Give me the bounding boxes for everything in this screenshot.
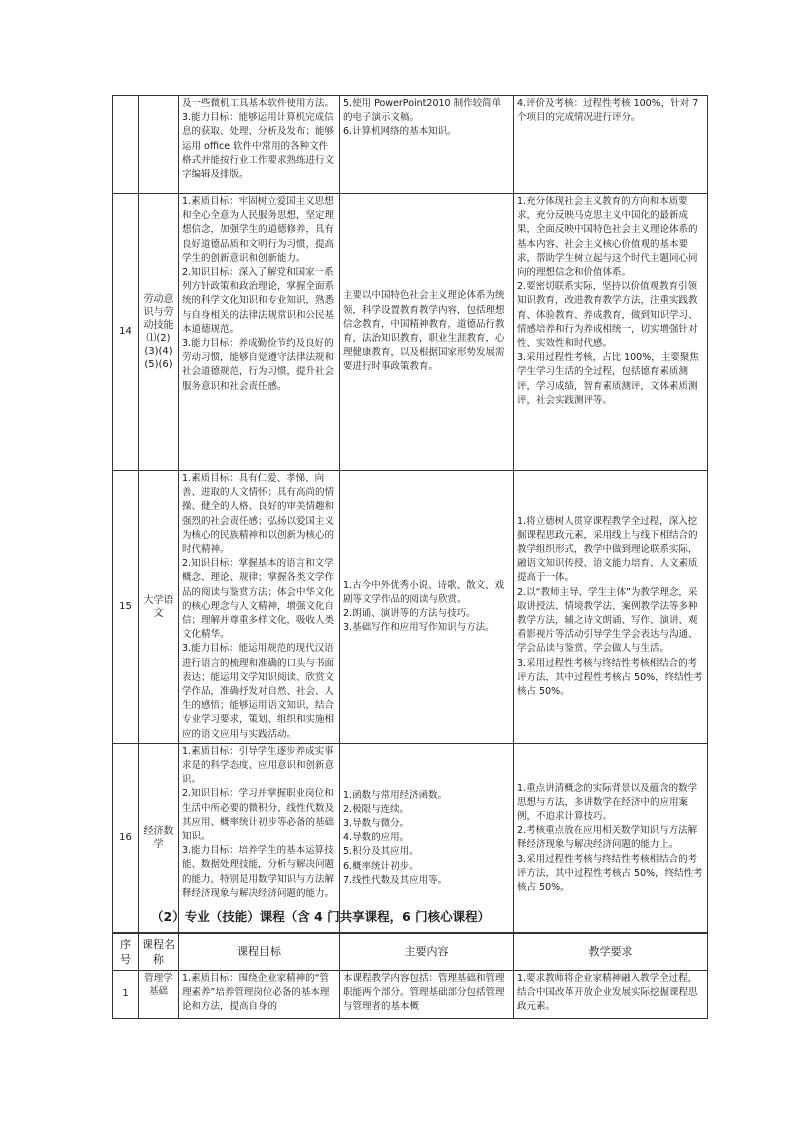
goal-paragraph: 2.知识目标：掌握基本的语言和文学概念、理论、规律；掌握各类文学作品的阅读与鉴赏方法；体会中华文化的核心理念与人文精神，增强文化自信；理解并尊重多样文化，吸收人类文化精华。 xyxy=(182,558,335,641)
row-number: 16 xyxy=(113,743,139,933)
requirement-paragraph: 3.采用过程性考核与终结性考核相结合的考评方法，其中过程性考核占 50%，终结性考核占 50%。 xyxy=(517,657,703,698)
general-courses-table xyxy=(112,95,708,934)
requirement-paragraph: 1.重点讲清概念的实际背景以及蕴含的数学思想与方法，多讲数学在经济中的应用案例，不追求计算技巧。 xyxy=(517,782,698,822)
row-number: 14 xyxy=(113,194,139,471)
content-paragraph: 主要以中国特色社会主义理论体系为统领，科学设置教育教学内容，包括理想信念教育，中国精神教育，道德品行教育，法治知识教育，职业生涯教育，心理健康教育，以及根据国家形势发展需要进行时事政策教育。 xyxy=(343,290,505,373)
goal-paragraph: 3.能力目标：能够运用计算机完成信息的获取、处理、分析及发布；能够运用 office 软件中常用的各种文件格式并能按行业工作要求熟练进行文字编辑及排版。 xyxy=(182,112,335,181)
table-row xyxy=(113,471,708,744)
goal-paragraph: 3.能力目标：能运用规范的现代汉语进行语言的梳理和准确的口头与书面表达；能运用文学知识阅读、欣赏文学作品，准确抒发对自然、社会、人生的感悟；能够运用语文知识，结合专业学习要求，策划、组织和实施相应的语文应用与实践活动。 xyxy=(182,643,335,740)
requirement-paragraph: 4.评价及考核：过程性考核 100%，针对 7 个项目的完成情况进行评分。 xyxy=(517,98,699,124)
course-content xyxy=(340,971,514,1019)
requirement-paragraph: 3.采用过程性考核与终结性考核相结合的考评方法，其中过程性考核占 50%，终结性考核占 50%。 xyxy=(517,853,703,893)
teaching-requirements xyxy=(514,971,708,1019)
header-content: 主要内容 xyxy=(340,933,514,971)
requirement-paragraph: 2.考核重点放在应用相关数学知识与方法解释经济现象与解决经济问题的能力上。 xyxy=(517,825,698,851)
header-name: 课程名称 xyxy=(139,933,179,971)
header-num: 序号 xyxy=(113,933,139,971)
requirement-paragraph: 1.将立德树人贯穿课程教学全过程，深入挖掘课程思政元素，采用线上与线下相结合的教学组织形式，教学中做到理论联系实际，融语文知识传授、语文能力培育、人文素质提高于一体。 xyxy=(517,515,698,584)
teaching-requirements xyxy=(514,471,708,744)
goal-paragraph: 1.素质目标：具有仁爱、孝悌、向善、进取的人文情怀；具有高尚的情操、健全的人格、良好的审美情趣和强烈的社会责任感；弘扬以爱国主义为核心的民族精神和以创新为核心的时代精神。 xyxy=(182,473,335,556)
teaching-requirements xyxy=(514,96,708,194)
teaching-requirements xyxy=(514,743,708,933)
content-paragraph: 5.积分及其应用。 xyxy=(343,846,419,858)
professional-courses-table xyxy=(112,932,708,1019)
goal-paragraph: 2.知识目标：深入了解党和国家一系列方针政策和政治理论，掌握全面系统的科学文化知识和专业知识，熟悉与自身相关的法律法规常识和公民基本道德规范。 xyxy=(182,267,335,335)
goal-paragraph: 1.素质目标：引导学生逐步养成实事求是的科学态度、应用意识和创新意识。 xyxy=(182,745,335,786)
course-content xyxy=(340,194,514,471)
goal-paragraph: 1.素质目标：牢固树立爱国主义思想和全心全意为人民服务思想，坚定理想信念，加强学生的道德修养，具有良好道德品质和文明行为习惯，提高学生的创新意识和创新能力。 xyxy=(182,196,335,264)
content-paragraph: 6.概率统计初步。 xyxy=(343,860,419,872)
requirement-paragraph: 1.要求教师将企业家精神融入教学全过程，结合中国改革开放企业发展实际挖掘课程思政元素。 xyxy=(517,973,698,1013)
content-paragraph: 1.古今中外优秀小说、诗歌、散文、戏剧等文学作品的阅读与欣赏。 xyxy=(343,579,505,605)
content-paragraph: 3.导数与微分。 xyxy=(343,818,410,830)
table-row xyxy=(113,96,708,194)
content-paragraph: 4.导数的应用。 xyxy=(343,832,410,844)
course-goals xyxy=(179,971,340,1019)
table-header-row xyxy=(113,933,708,971)
course-name: 管理学基础 xyxy=(139,971,179,1019)
table-row xyxy=(113,743,708,933)
course-goals xyxy=(179,96,340,194)
section-title: （2）专业（技能）课程（含 4 门共享课程，6 门核心课程） xyxy=(151,909,491,924)
content-paragraph: 5.使用 PowerPoint2010 制作较简单的电子演示文稿。 xyxy=(343,98,502,124)
goal-paragraph: 3.能力目标：养成勤俭节约及良好的劳动习惯，能够自觉遵守法律法规和社会道德规范，行为习惯，提升社会服务意识和社会责任感。 xyxy=(182,338,335,392)
course-content xyxy=(340,471,514,744)
content-paragraph: 2.极限与连续。 xyxy=(343,803,410,815)
requirement-paragraph: 3.采用过程性考核，占比 100%，主要聚焦学生学习生活的全过程，包括德育素质测评，学习成绩，智育素质测评，文体素质测评，社会实践测评等。 xyxy=(517,352,699,406)
content-paragraph: 本课程教学内容包括：管理基础和管理职能两个部分。管理基础部分包括管理与管理者的基本概 xyxy=(343,973,505,1013)
requirement-paragraph: 1.充分体现社会主义教育的方向和本质要求，充分反映马克思主义中国化的最新成果，全面反映中国特色社会主义理论体系的基本内容、社会主义核心价值观的基本要求，帮助学生树立起与这个时代主题同心同向的理想信念和价值体系。 xyxy=(517,196,698,279)
row-number: 1 xyxy=(113,971,139,1019)
content-paragraph: 3.基础写作和应用写作知识与方法。 xyxy=(343,622,495,634)
course-name xyxy=(139,96,179,194)
course-name: 大学语文 xyxy=(139,471,179,744)
requirement-paragraph: 2.要密切联系实际，坚持以价值观教育引领知识教育，改进教育教学方法，注重实践教育、体验教育、养成教育，做到知识学习、情感培养和行为养成相统一，切实增强针对性、实效性和时代感。 xyxy=(517,281,698,350)
course-name: 经济数学 xyxy=(139,743,179,933)
header-requirements: 教学要求 xyxy=(514,933,708,971)
table-row xyxy=(113,971,708,1019)
course-goals xyxy=(179,471,340,744)
content-paragraph: 1.函数与常用经济函数。 xyxy=(343,789,448,801)
course-goals xyxy=(179,743,340,933)
row-number xyxy=(113,96,139,194)
goal-paragraph: 3.能力目标：培养学生的基本运算技能、数据处理技能，分析与解决问题的能力，特别是用数学知识与方法解释经济现象与解决经济问题的能力。 xyxy=(182,845,335,899)
content-paragraph: 6.计算机网络的基本知识。 xyxy=(343,126,457,138)
header-goals: 课程目标 xyxy=(179,933,340,971)
content-paragraph: 7.线性代数及其应用等。 xyxy=(343,874,448,886)
goal-paragraph: 及一些微机工具基本软件使用方法。 xyxy=(182,98,335,109)
row-number: 15 xyxy=(113,471,139,744)
requirement-paragraph: 2.以“教师主导、学生主体”为教学理念，采取讲授法、情境教学法、案例教学法等多种教学方法，辅之诗文朗诵、写作、演讲、观看影视片等活动引导学生学会表达与沟通、学会品读与鉴赏、学会做人与生活。 xyxy=(517,586,698,655)
course-content xyxy=(340,743,514,933)
goal-paragraph: 1.素质目标：围绕企业家精神的“管理素养”培养管理岗位必备的基本理论和方法，提高自身的 xyxy=(182,973,330,1013)
course-content xyxy=(340,96,514,194)
course-goals xyxy=(179,194,340,471)
content-paragraph: 2.朗诵、演讲等的方法与技巧。 xyxy=(343,607,476,619)
course-name: 劳动意识与劳动技能⑴(2)(3)(4)(5)(6) xyxy=(139,194,179,471)
table-row xyxy=(113,194,708,471)
goal-paragraph: 2.知识目标：学习并掌握职业岗位和生活中所必要的微积分、线性代数及其应用、概率统计初步等必备的基础知识。 xyxy=(182,788,335,843)
teaching-requirements xyxy=(514,194,708,471)
